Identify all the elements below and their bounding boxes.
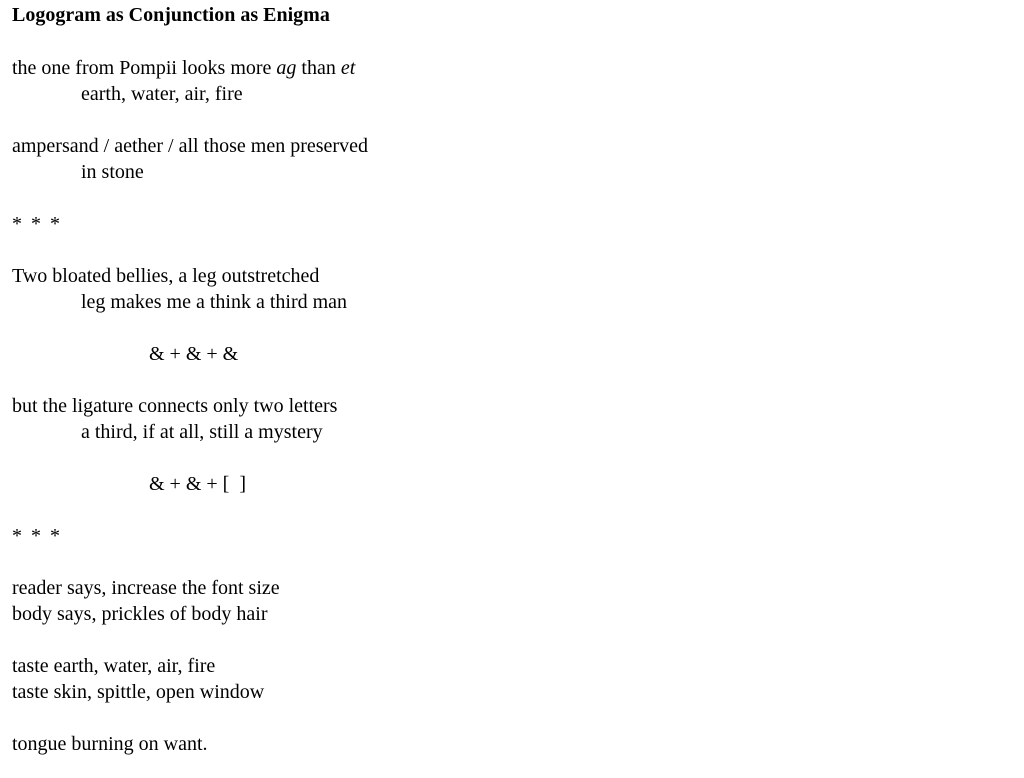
stanza-gap [12, 705, 1012, 731]
stanza1-line2: earth, water, air, fire [81, 83, 243, 105]
stanza-gap [12, 237, 1012, 263]
stanza1-line1 [12, 55, 1012, 81]
stanza1-line1-text-a: the one from Pompii looks more [12, 57, 277, 79]
stanza-gap [12, 185, 1012, 211]
stanza-gap [12, 27, 1012, 55]
stanza5-line1: reader says, increase the font size [12, 577, 280, 599]
stanza1-italic-ag: ag [276, 57, 297, 79]
stanza2-line2: in stone [81, 161, 144, 183]
stanza1-italic-et: et [340, 57, 356, 79]
stanza3-line1: Two bloated bellies, a leg outstretched [12, 265, 320, 287]
stanza4-line2: a third, if at all, still a mystery [81, 421, 323, 443]
stanza-gap [12, 445, 1012, 471]
stanza-gap [12, 315, 1012, 341]
stanza-gap [12, 367, 1012, 393]
stanza-gap [12, 627, 1012, 653]
poem-page [12, 3, 1012, 757]
closing-line: tongue burning on want. [12, 733, 208, 755]
ampersand-formula: & + & + [ ] [149, 473, 246, 495]
stanza5-line2: body says, prickles of body hair [12, 603, 268, 625]
stanza1-line1-text-b: than [296, 57, 341, 79]
stanza3-line2: leg makes me a think a third man [81, 291, 348, 313]
stanza-gap [12, 107, 1012, 133]
section-separator: * * * [12, 525, 62, 547]
section-separator: * * * [12, 213, 62, 235]
poem-title: Logogram as Conjunction as Enigma [12, 4, 330, 26]
ampersand-formula: & + & + & [149, 343, 239, 365]
stanza6-line1: taste earth, water, air, fire [12, 655, 216, 677]
stanza4-line1: but the ligature connects only two letters [12, 395, 338, 417]
stanza2-line1: ampersand / aether / all those men preserved [12, 135, 368, 157]
stanza-gap [12, 549, 1012, 575]
stanza-gap [12, 497, 1012, 523]
stanza6-line2: taste skin, spittle, open window [12, 681, 265, 703]
